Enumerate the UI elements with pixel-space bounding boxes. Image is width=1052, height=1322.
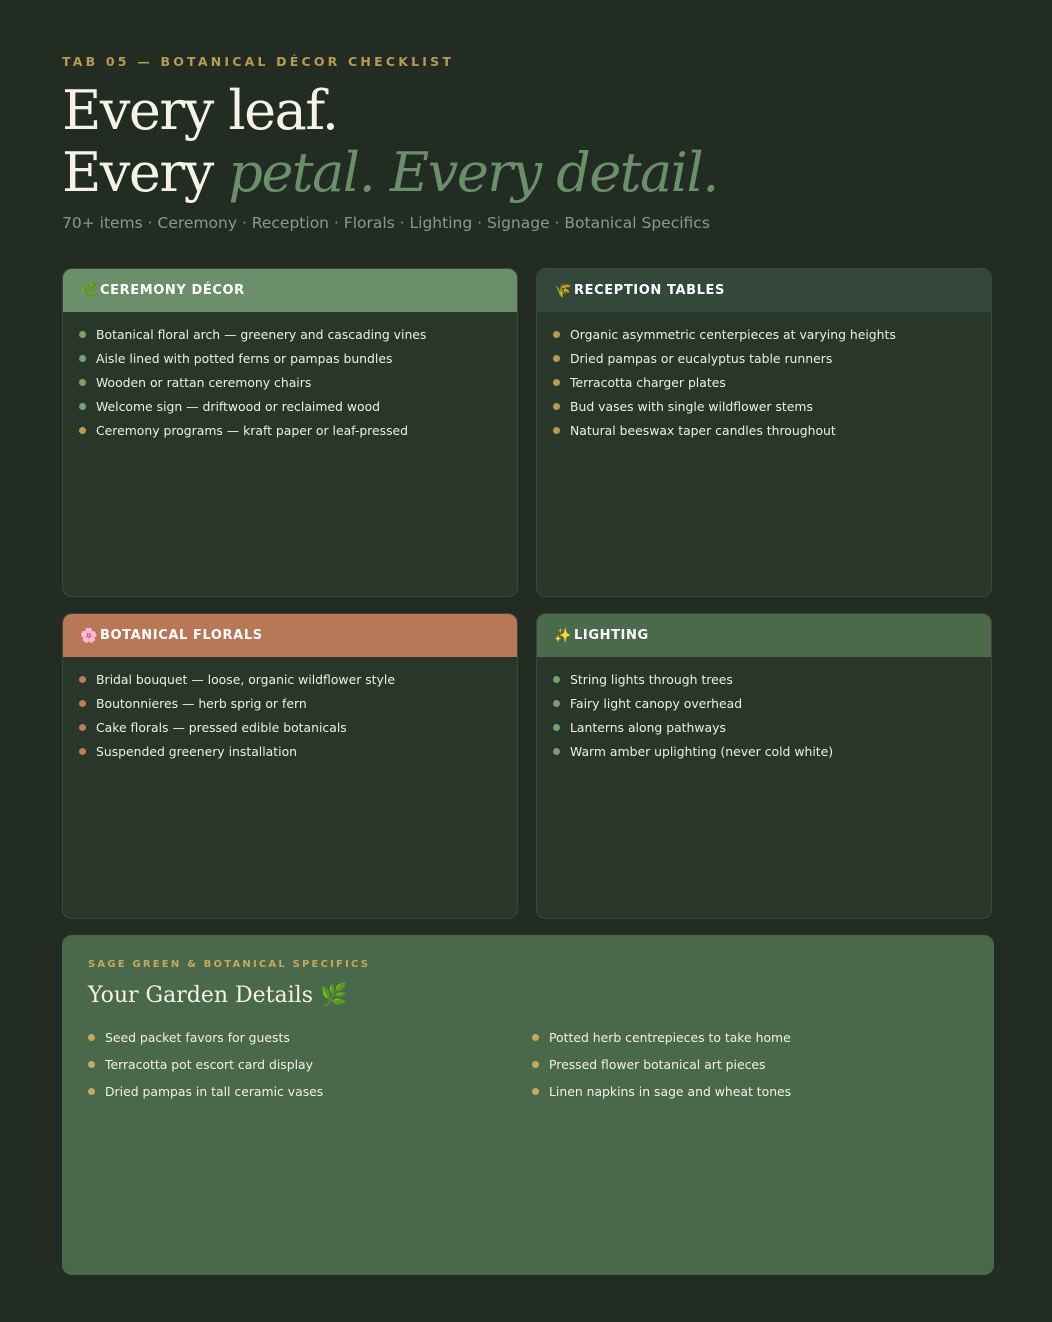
list-item	[532, 1051, 791, 1078]
bullet-dot	[553, 748, 560, 755]
list-item	[553, 346, 991, 370]
list-item-text: Bridal bouquet — loose, organic wildflower style	[96, 671, 395, 687]
bullet-dot	[553, 676, 560, 683]
card-title: LIGHTING	[574, 628, 649, 643]
bullet-dot	[553, 379, 560, 386]
bullet-dot	[553, 403, 560, 410]
reception-tables-card	[536, 268, 992, 597]
list-item-text: Bud vases with single wildflower stems	[570, 398, 813, 414]
bullet-dot	[79, 724, 86, 731]
list-item	[553, 418, 991, 442]
checklist	[537, 312, 991, 442]
page-title	[62, 80, 718, 204]
list-item	[553, 691, 991, 715]
sparkles-icon: ✨	[554, 627, 572, 644]
lighting-card	[536, 613, 992, 919]
list-item-text: String lights through trees	[570, 671, 733, 687]
list-item	[79, 418, 517, 442]
card-header	[63, 614, 517, 657]
bullet-dot	[79, 379, 86, 386]
title-line-2-accent: petal. Every detail.	[228, 141, 718, 204]
list-item-text: Fairy light canopy overhead	[570, 695, 743, 711]
list-item-text: Dried pampas in tall ceramic vases	[105, 1084, 324, 1099]
bullet-dot	[532, 1034, 539, 1041]
list-item-text: Terracotta pot escort card display	[105, 1057, 313, 1072]
list-item-text: Terracotta charger plates	[570, 374, 726, 390]
list-item-text: Lanterns along pathways	[570, 719, 726, 735]
title-line-2-plain: Every	[62, 141, 229, 204]
list-item	[79, 370, 517, 394]
list-item	[88, 1051, 323, 1078]
list-item-text: Dried pampas or eucalyptus table runners	[570, 350, 833, 366]
bullet-dot	[79, 700, 86, 707]
list-item	[79, 667, 517, 691]
list-item-text: Organic asymmetric centerpieces at varying heights	[570, 326, 896, 342]
garden-title: Your Garden Details 🌿	[88, 983, 348, 1008]
title-line-1: Every leaf.	[62, 79, 338, 142]
list-item-text: Welcome sign — driftwood or reclaimed wood	[96, 398, 381, 414]
bullet-dot	[553, 724, 560, 731]
card-title: RECEPTION TABLES	[574, 283, 725, 298]
list-item-text: Aisle lined with potted ferns or pampas bundles	[96, 350, 393, 366]
card-title: BOTANICAL FLORALS	[100, 628, 263, 643]
bullet-dot	[79, 403, 86, 410]
list-item	[553, 739, 991, 763]
bullet-dot	[79, 748, 86, 755]
bullet-dot	[532, 1061, 539, 1068]
checklist	[537, 657, 991, 763]
list-item	[553, 322, 991, 346]
garden-list-left	[88, 1024, 323, 1105]
botanical-florals-card	[62, 613, 518, 919]
garden-eyebrow: SAGE GREEN & BOTANICAL SPECIFICS	[88, 959, 371, 970]
list-item	[79, 322, 517, 346]
garden-details-panel	[62, 935, 994, 1275]
bullet-dot	[553, 700, 560, 707]
list-item-text: Warm amber uplighting (never cold white)	[570, 743, 834, 759]
list-item-text: Botanical floral arch — greenery and cascading vines	[96, 326, 427, 342]
list-item	[88, 1024, 323, 1051]
card-header	[537, 614, 991, 657]
list-item-text: Boutonnieres — herb sprig or fern	[96, 695, 307, 711]
list-item	[553, 370, 991, 394]
list-item-text: Potted herb centrepieces to take home	[549, 1030, 791, 1045]
wheat-icon: 🌾	[554, 282, 572, 299]
list-item	[532, 1024, 791, 1051]
bullet-dot	[79, 676, 86, 683]
tab-eyebrow: TAB 05 — BOTANICAL DÉCOR CHECKLIST	[62, 54, 455, 69]
list-item-text: Suspended greenery installation	[96, 743, 297, 759]
list-item-text: Seed packet favors for guests	[105, 1030, 290, 1045]
bullet-dot	[79, 355, 86, 362]
card-header	[537, 269, 991, 312]
checklist	[63, 312, 517, 442]
list-item	[553, 394, 991, 418]
list-item	[553, 667, 991, 691]
list-item-text: Cake florals — pressed edible botanicals	[96, 719, 347, 735]
page-subtitle: 70+ items · Ceremony · Reception · Florals · Lighting · Signage · Botanical Specifics	[62, 214, 710, 232]
bullet-dot	[553, 331, 560, 338]
list-item-text: Linen napkins in sage and wheat tones	[549, 1084, 792, 1099]
bullet-dot	[532, 1088, 539, 1095]
bullet-dot	[553, 355, 560, 362]
bullet-dot	[88, 1088, 95, 1095]
blossom-icon: 🌸	[80, 627, 98, 644]
bullet-dot	[79, 427, 86, 434]
bullet-dot	[88, 1061, 95, 1068]
list-item	[553, 715, 991, 739]
herb-icon: 🌿	[80, 282, 98, 299]
list-item	[532, 1078, 791, 1105]
list-item-text: Natural beeswax taper candles throughout	[570, 422, 836, 438]
list-item-text: Wooden or rattan ceremony chairs	[96, 374, 312, 390]
bullet-dot	[79, 331, 86, 338]
card-title: CEREMONY DÉCOR	[100, 283, 245, 298]
title-line-2	[62, 142, 718, 204]
checklist	[63, 657, 517, 763]
card-header	[63, 269, 517, 312]
list-item	[79, 394, 517, 418]
list-item-text: Ceremony programs — kraft paper or leaf-pressed	[96, 422, 409, 438]
list-item	[88, 1078, 323, 1105]
list-item	[79, 715, 517, 739]
list-item-text: Pressed flower botanical art pieces	[549, 1057, 766, 1072]
ceremony-decor-card	[62, 268, 518, 597]
list-item	[79, 739, 517, 763]
garden-list-right	[532, 1024, 791, 1105]
list-item	[79, 346, 517, 370]
bullet-dot	[553, 427, 560, 434]
list-item	[79, 691, 517, 715]
bullet-dot	[88, 1034, 95, 1041]
